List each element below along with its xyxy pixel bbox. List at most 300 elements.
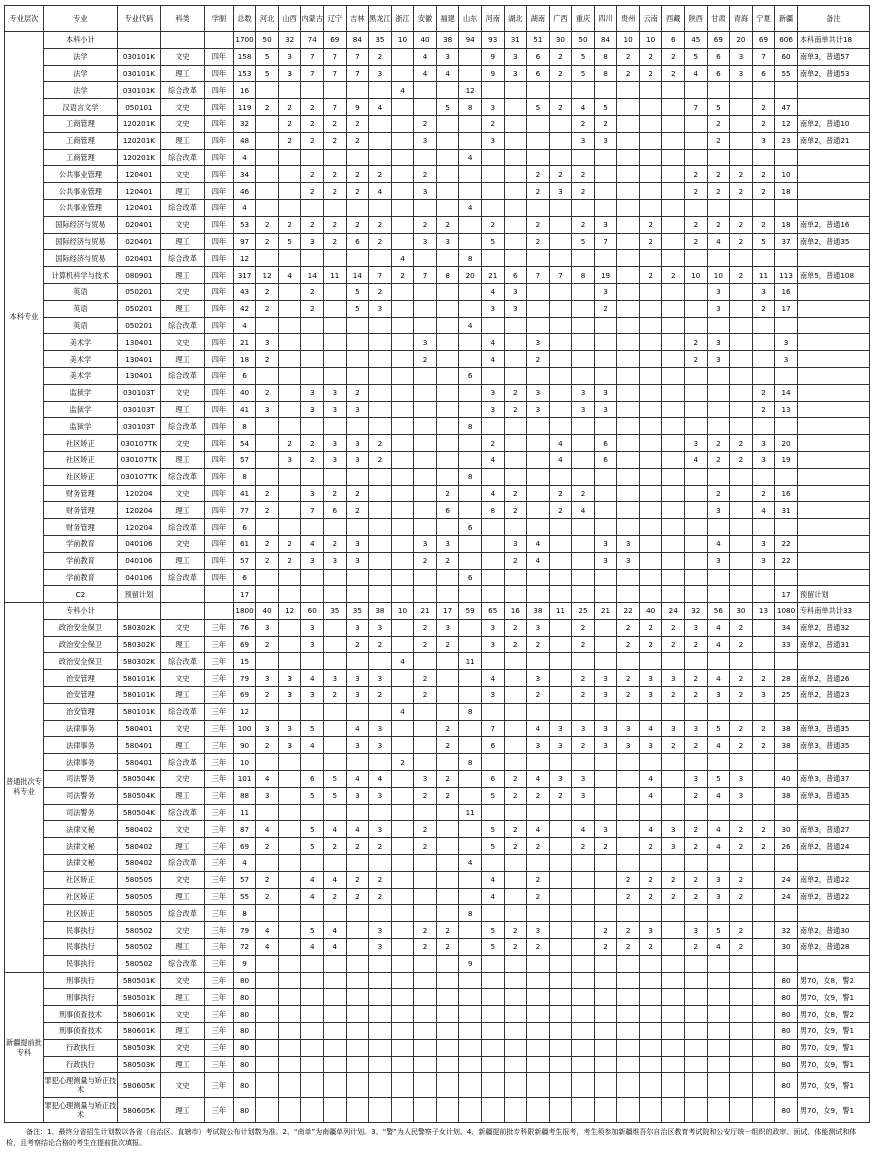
province-count: 4 bbox=[459, 317, 482, 334]
category-cell: 文史 bbox=[160, 1039, 204, 1056]
province-count: 7 bbox=[301, 65, 324, 82]
province-count bbox=[572, 283, 595, 300]
province-count: 4 bbox=[707, 619, 730, 636]
province-count: 30 bbox=[549, 32, 572, 49]
province-count bbox=[527, 485, 550, 502]
province-count bbox=[572, 300, 595, 317]
code-cell: 050201 bbox=[117, 300, 160, 317]
province-count bbox=[549, 233, 572, 250]
province-count: 3 bbox=[346, 787, 369, 804]
province-count bbox=[504, 1073, 527, 1098]
table-row bbox=[5, 855, 870, 872]
province-count: 3 bbox=[549, 737, 572, 754]
duration-cell: 三年 bbox=[205, 737, 234, 754]
province-count: 30 bbox=[775, 939, 798, 956]
category-cell: 文史 bbox=[160, 435, 204, 452]
province-count: 11 bbox=[752, 267, 775, 284]
province-count: 5 bbox=[301, 821, 324, 838]
province-count: 51 bbox=[527, 32, 550, 49]
province-count bbox=[685, 283, 708, 300]
table-row bbox=[5, 334, 870, 351]
province-count bbox=[527, 1039, 550, 1056]
code-cell: 130401 bbox=[117, 367, 160, 384]
province-count bbox=[639, 703, 662, 720]
total-cell: 8 bbox=[233, 418, 256, 435]
province-count bbox=[324, 569, 347, 586]
province-count: 2 bbox=[414, 922, 437, 939]
province-count: 4 bbox=[324, 939, 347, 956]
total-cell: 1800 bbox=[233, 603, 256, 620]
province-count: 7 bbox=[414, 267, 437, 284]
province-count bbox=[730, 552, 753, 569]
province-count bbox=[549, 821, 572, 838]
duration-cell bbox=[205, 32, 234, 49]
province-count bbox=[369, 468, 392, 485]
province-count: 11 bbox=[459, 653, 482, 670]
province-count: 2 bbox=[662, 267, 685, 284]
province-count bbox=[481, 1023, 504, 1040]
province-count bbox=[459, 401, 482, 418]
category-cell: 理工 bbox=[160, 687, 204, 704]
province-count: 2 bbox=[617, 48, 640, 65]
province-count bbox=[459, 1073, 482, 1098]
province-count bbox=[662, 99, 685, 116]
province-count bbox=[504, 1006, 527, 1023]
province-count: 2 bbox=[752, 300, 775, 317]
province-count bbox=[414, 888, 437, 905]
province-count: 3 bbox=[639, 737, 662, 754]
province-count: 4 bbox=[685, 65, 708, 82]
province-count bbox=[414, 149, 437, 166]
province-count: 2 bbox=[414, 216, 437, 233]
header-category: 科类 bbox=[160, 6, 204, 32]
province-count bbox=[459, 687, 482, 704]
province-count: 3 bbox=[527, 737, 550, 754]
province-count bbox=[459, 771, 482, 788]
province-count bbox=[324, 619, 347, 636]
province-count bbox=[639, 317, 662, 334]
province-count bbox=[775, 468, 798, 485]
province-count bbox=[572, 435, 595, 452]
province-count: 20 bbox=[775, 435, 798, 452]
province-count bbox=[369, 703, 392, 720]
duration-cell: 三年 bbox=[205, 787, 234, 804]
province-count bbox=[685, 149, 708, 166]
remark-cell: 预留计划 bbox=[797, 586, 869, 603]
province-count: 2 bbox=[617, 871, 640, 888]
province-count: 3 bbox=[617, 552, 640, 569]
table-row bbox=[5, 435, 870, 452]
province-count bbox=[414, 1098, 437, 1123]
province-count: 2 bbox=[639, 888, 662, 905]
province-count bbox=[391, 939, 414, 956]
province-count bbox=[481, 1006, 504, 1023]
major-cell: 刑事执行 bbox=[43, 989, 117, 1006]
table-row bbox=[5, 653, 870, 670]
province-count: 2 bbox=[436, 216, 459, 233]
province-count: 2 bbox=[707, 183, 730, 200]
remark-cell: 南单2，普通32 bbox=[797, 619, 869, 636]
province-count: 2 bbox=[752, 485, 775, 502]
province-count bbox=[752, 972, 775, 989]
province-count bbox=[414, 1073, 437, 1098]
province-count bbox=[549, 989, 572, 1006]
province-count: 6 bbox=[707, 65, 730, 82]
header-province: 云南 bbox=[639, 6, 662, 32]
province-count: 6 bbox=[594, 451, 617, 468]
province-count: 26 bbox=[775, 838, 798, 855]
total-cell: 12 bbox=[233, 250, 256, 267]
province-count bbox=[572, 519, 595, 536]
province-count: 38 bbox=[527, 603, 550, 620]
province-count bbox=[459, 183, 482, 200]
province-count: 3 bbox=[278, 737, 301, 754]
province-count bbox=[278, 367, 301, 384]
province-count bbox=[527, 855, 550, 872]
province-count bbox=[639, 1073, 662, 1098]
province-count bbox=[369, 351, 392, 368]
province-count: 2 bbox=[527, 233, 550, 250]
total-cell: 8 bbox=[233, 468, 256, 485]
province-count bbox=[685, 905, 708, 922]
province-count bbox=[481, 468, 504, 485]
province-count bbox=[775, 418, 798, 435]
province-count bbox=[549, 334, 572, 351]
province-count bbox=[256, 132, 279, 149]
duration-cell: 四年 bbox=[205, 418, 234, 435]
province-count: 4 bbox=[572, 821, 595, 838]
province-count: 4 bbox=[685, 451, 708, 468]
province-count bbox=[324, 1023, 347, 1040]
province-count bbox=[685, 804, 708, 821]
province-count bbox=[436, 888, 459, 905]
province-count bbox=[775, 855, 798, 872]
province-count bbox=[414, 1023, 437, 1040]
code-cell: 580401 bbox=[117, 737, 160, 754]
province-count bbox=[414, 418, 437, 435]
province-count bbox=[324, 636, 347, 653]
province-count: 2 bbox=[639, 939, 662, 956]
province-count: 30 bbox=[775, 821, 798, 838]
province-count: 7 bbox=[301, 502, 324, 519]
province-count bbox=[617, 82, 640, 99]
province-count: 2 bbox=[324, 183, 347, 200]
province-count bbox=[278, 519, 301, 536]
remark-cell bbox=[797, 367, 869, 384]
province-count bbox=[730, 1023, 753, 1040]
province-count: 4 bbox=[639, 771, 662, 788]
province-count bbox=[278, 183, 301, 200]
province-count: 2 bbox=[662, 636, 685, 653]
province-count bbox=[256, 955, 279, 972]
province-count: 4 bbox=[527, 821, 550, 838]
province-count bbox=[436, 1006, 459, 1023]
province-count bbox=[707, 703, 730, 720]
category-cell: 文史 bbox=[160, 283, 204, 300]
province-count bbox=[707, 1006, 730, 1023]
province-count bbox=[549, 670, 572, 687]
province-count: 2 bbox=[594, 939, 617, 956]
province-count: 3 bbox=[481, 401, 504, 418]
province-count: 2 bbox=[346, 384, 369, 401]
province-count: 2 bbox=[572, 485, 595, 502]
province-count: 2 bbox=[278, 435, 301, 452]
remark-cell bbox=[797, 468, 869, 485]
province-count bbox=[459, 1098, 482, 1123]
province-count bbox=[436, 821, 459, 838]
province-count: 3 bbox=[707, 334, 730, 351]
province-count: 28 bbox=[775, 670, 798, 687]
province-count bbox=[301, 754, 324, 771]
category-cell: 文史 bbox=[160, 619, 204, 636]
table-row bbox=[5, 636, 870, 653]
table-row bbox=[5, 1073, 870, 1098]
province-count: 3 bbox=[662, 838, 685, 855]
province-count: 4 bbox=[414, 65, 437, 82]
province-count bbox=[324, 1098, 347, 1123]
header-code: 专业代码 bbox=[117, 6, 160, 32]
total-cell: 4 bbox=[233, 317, 256, 334]
province-count bbox=[707, 1056, 730, 1073]
province-count bbox=[256, 905, 279, 922]
province-count bbox=[504, 687, 527, 704]
province-count: 3 bbox=[752, 687, 775, 704]
province-count: 2 bbox=[346, 636, 369, 653]
header-province: 山西 bbox=[278, 6, 301, 32]
province-count bbox=[639, 972, 662, 989]
subtotal-row bbox=[5, 32, 870, 49]
province-count: 6 bbox=[459, 367, 482, 384]
table-row bbox=[5, 384, 870, 401]
province-count bbox=[752, 989, 775, 1006]
province-count: 3 bbox=[752, 132, 775, 149]
code-cell: 580605K bbox=[117, 1098, 160, 1123]
province-count bbox=[617, 485, 640, 502]
province-count: 84 bbox=[346, 32, 369, 49]
code-cell bbox=[117, 603, 160, 620]
province-count: 9 bbox=[459, 955, 482, 972]
province-count bbox=[369, 1039, 392, 1056]
province-count bbox=[346, 1039, 369, 1056]
code-cell: 030101K bbox=[117, 48, 160, 65]
province-count bbox=[436, 435, 459, 452]
province-count bbox=[639, 905, 662, 922]
province-count: 3 bbox=[301, 384, 324, 401]
province-count bbox=[752, 468, 775, 485]
province-count bbox=[391, 48, 414, 65]
province-count: 2 bbox=[685, 737, 708, 754]
province-count bbox=[256, 972, 279, 989]
province-count bbox=[594, 636, 617, 653]
major-cell: 英语 bbox=[43, 283, 117, 300]
province-count bbox=[481, 703, 504, 720]
province-count: 2 bbox=[369, 636, 392, 653]
remark-cell bbox=[797, 569, 869, 586]
province-count: 59 bbox=[459, 603, 482, 620]
province-count bbox=[481, 367, 504, 384]
province-count bbox=[436, 1073, 459, 1098]
subtotal-label: 本科小计 bbox=[43, 32, 117, 49]
province-count bbox=[617, 703, 640, 720]
total-cell: 87 bbox=[233, 821, 256, 838]
duration-cell: 三年 bbox=[205, 1073, 234, 1098]
category-cell: 理工 bbox=[160, 132, 204, 149]
category-cell: 文史 bbox=[160, 821, 204, 838]
table-row bbox=[5, 871, 870, 888]
province-count: 2 bbox=[414, 787, 437, 804]
province-count: 11 bbox=[324, 267, 347, 284]
province-count bbox=[391, 519, 414, 536]
province-count bbox=[256, 468, 279, 485]
province-count: 2 bbox=[594, 300, 617, 317]
province-count bbox=[662, 367, 685, 384]
province-count bbox=[639, 451, 662, 468]
remark-cell: 男70，女8，警2 bbox=[797, 972, 869, 989]
province-count: 2 bbox=[324, 166, 347, 183]
code-cell: 580502 bbox=[117, 939, 160, 956]
province-count bbox=[346, 939, 369, 956]
major-cell: 英语 bbox=[43, 300, 117, 317]
province-count bbox=[301, 519, 324, 536]
table-row bbox=[5, 485, 870, 502]
province-count: 8 bbox=[594, 48, 617, 65]
province-count bbox=[436, 418, 459, 435]
category-cell: 理工 bbox=[160, 838, 204, 855]
major-cell: 民事执行 bbox=[43, 955, 117, 972]
province-count bbox=[549, 703, 572, 720]
province-count bbox=[436, 401, 459, 418]
province-count: 2 bbox=[730, 670, 753, 687]
province-count bbox=[436, 300, 459, 317]
province-count bbox=[391, 115, 414, 132]
header-province: 福建 bbox=[436, 6, 459, 32]
header-duration: 学制 bbox=[205, 6, 234, 32]
category-cell: 理工 bbox=[160, 1023, 204, 1040]
remark-cell: 男70，女9，警1 bbox=[797, 1056, 869, 1073]
remark-cell bbox=[797, 300, 869, 317]
province-count: 3 bbox=[346, 435, 369, 452]
province-count: 17 bbox=[775, 300, 798, 317]
province-count: 2 bbox=[256, 871, 279, 888]
province-count: 2 bbox=[707, 435, 730, 452]
province-count: 3 bbox=[414, 771, 437, 788]
province-count: 2 bbox=[685, 939, 708, 956]
total-cell: 57 bbox=[233, 552, 256, 569]
province-count bbox=[617, 334, 640, 351]
province-count bbox=[617, 401, 640, 418]
province-count bbox=[301, 1056, 324, 1073]
province-count: 8 bbox=[594, 65, 617, 82]
province-count bbox=[594, 989, 617, 1006]
province-count: 3 bbox=[369, 300, 392, 317]
province-count bbox=[504, 132, 527, 149]
province-count bbox=[504, 871, 527, 888]
province-count bbox=[346, 955, 369, 972]
province-count bbox=[572, 922, 595, 939]
duration-cell: 四年 bbox=[205, 485, 234, 502]
category-cell: 文史 bbox=[160, 1073, 204, 1098]
province-count bbox=[572, 586, 595, 603]
province-count bbox=[346, 1056, 369, 1073]
province-count: 3 bbox=[481, 300, 504, 317]
major-cell: 刑事执行 bbox=[43, 972, 117, 989]
province-count bbox=[527, 989, 550, 1006]
province-count: 2 bbox=[752, 166, 775, 183]
province-count bbox=[549, 132, 572, 149]
province-count bbox=[414, 955, 437, 972]
province-count: 2 bbox=[436, 720, 459, 737]
remark-cell: 男70，女9，警1 bbox=[797, 989, 869, 1006]
province-count: 3 bbox=[369, 720, 392, 737]
province-count bbox=[459, 115, 482, 132]
province-count bbox=[278, 636, 301, 653]
province-count bbox=[369, 384, 392, 401]
province-count: 80 bbox=[775, 972, 798, 989]
code-cell: 030103T bbox=[117, 384, 160, 401]
province-count bbox=[572, 888, 595, 905]
total-cell: 34 bbox=[233, 166, 256, 183]
province-count: 3 bbox=[346, 535, 369, 552]
province-count bbox=[662, 334, 685, 351]
province-count: 3 bbox=[346, 687, 369, 704]
province-count bbox=[369, 569, 392, 586]
table-row bbox=[5, 703, 870, 720]
province-count bbox=[504, 1039, 527, 1056]
province-count bbox=[707, 653, 730, 670]
province-count bbox=[436, 1039, 459, 1056]
major-cell: 监狱学 bbox=[43, 418, 117, 435]
province-count bbox=[617, 115, 640, 132]
province-count bbox=[504, 586, 527, 603]
province-count: 32 bbox=[775, 922, 798, 939]
province-count: 3 bbox=[639, 670, 662, 687]
province-count bbox=[617, 418, 640, 435]
province-count: 2 bbox=[527, 636, 550, 653]
province-count: 3 bbox=[662, 670, 685, 687]
province-count: 11 bbox=[459, 804, 482, 821]
province-count: 16 bbox=[775, 283, 798, 300]
province-count: 2 bbox=[324, 838, 347, 855]
province-count bbox=[662, 401, 685, 418]
level-group-label: 新疆提前批专科 bbox=[5, 972, 44, 1123]
province-count bbox=[256, 569, 279, 586]
header-province: 湖北 bbox=[504, 6, 527, 32]
province-count bbox=[752, 1073, 775, 1098]
province-count: 2 bbox=[256, 351, 279, 368]
province-count bbox=[549, 855, 572, 872]
code-cell: 030107TK bbox=[117, 451, 160, 468]
province-count: 3 bbox=[685, 922, 708, 939]
category-cell: 文史 bbox=[160, 334, 204, 351]
table-row bbox=[5, 65, 870, 82]
province-count: 3 bbox=[527, 922, 550, 939]
province-count bbox=[549, 905, 572, 922]
category-cell: 理工 bbox=[160, 183, 204, 200]
province-count: 2 bbox=[572, 216, 595, 233]
duration-cell: 四年 bbox=[205, 132, 234, 149]
province-count bbox=[775, 519, 798, 536]
province-count bbox=[278, 82, 301, 99]
remark-cell: 本科南单共计18 bbox=[797, 32, 869, 49]
major-cell: 财务管理 bbox=[43, 519, 117, 536]
major-cell: 社区矫正 bbox=[43, 905, 117, 922]
province-count: 2 bbox=[685, 821, 708, 838]
table-row bbox=[5, 737, 870, 754]
province-count bbox=[324, 418, 347, 435]
province-count: 8 bbox=[459, 250, 482, 267]
province-count bbox=[301, 149, 324, 166]
province-count bbox=[572, 82, 595, 99]
